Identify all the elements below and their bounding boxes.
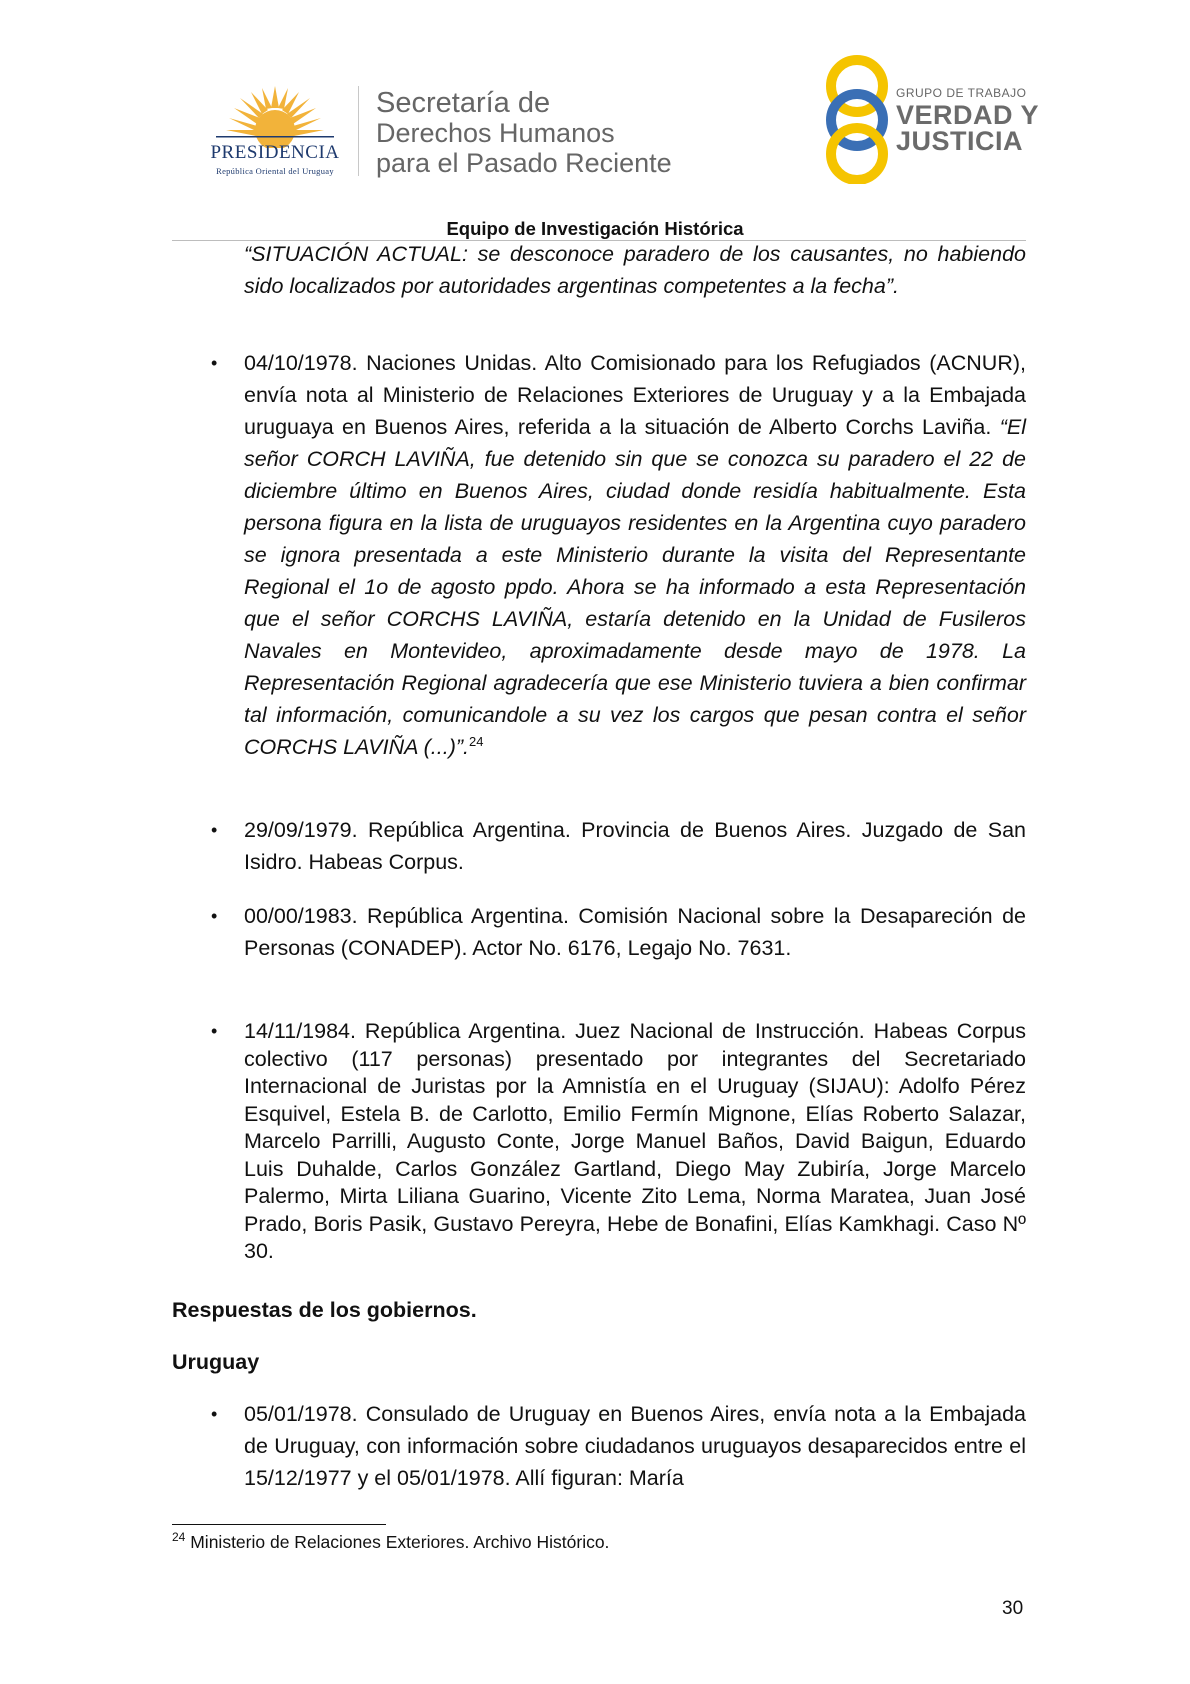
page-header — [0, 0, 1190, 240]
footnote-number: 24 — [172, 1530, 186, 1545]
item-text: 05/01/1978. Consulado de Uruguay en Buenos Aires, envía nota a la Embajada de Uruguay, con información sobre ciudadanos uruguayos desaparecidos entre el 15/12/1977 y el 05/01/1978. Allí figuran: María — [244, 1402, 1026, 1490]
secretaria-logo — [376, 88, 672, 178]
bullet: • — [211, 1404, 218, 1424]
bullet: • — [211, 820, 218, 840]
heading-respuestas: Respuestas de los gobiernos. — [172, 1298, 477, 1322]
quote-situacion-actual: “SITUACIÓN ACTUAL: se desconoce paradero de los causantes, no habiendo sido localizados por autoridades argentinas competentes a la fecha”. — [244, 242, 1026, 298]
presidencia-logo — [196, 78, 354, 178]
list-item-conadep — [211, 900, 1026, 964]
list-item-consulado — [211, 1398, 1026, 1494]
sun-of-may-icon — [196, 78, 354, 148]
justicia-line: JUSTICIA — [896, 126, 1024, 156]
list-item-habeas-colectivo — [211, 1018, 1026, 1266]
item-text: 00/00/1983. República Argentina. Comisión Nacional sobre la Desapareción de Personas (CONADEP). Actor No. 6176, Legajo No. 7631. — [244, 904, 1026, 960]
bullet: • — [211, 1021, 218, 1041]
presidencia-subtitle: República Oriental del Uruguay — [216, 166, 334, 176]
team-title: Equipo de Investigación Histórica — [446, 218, 744, 239]
linked-rings-icon — [820, 54, 894, 184]
item-quote: “El señor CORCH LAVIÑA, fue detenido sin que se conozca su paradero el 22 de diciembre último en Buenos Aires, ciudad donde residía habitualmente. Esta persona figura en la lista de uruguayos residentes en la Argentina cuyo paradero se ignora presentada a este Ministerio durante la visita del Representante Regional el 1o de agosto ppdo. Ahora se ha informado a esta Representación que el señor CORCHS LAVIÑA, estaría detenido en la Unidad de Fusileros Navales en Montevideo, aproximadamente desde mayo de 1978. La Representación Regional agradecería que ese Ministerio tuviera a bien confirmar tal información, comunicandole a su vez los cargos que pesan contra el señor CORCHS LAVIÑA (...)”. — [244, 415, 1026, 759]
page-number: 30 — [1002, 1598, 1024, 1619]
item-text: 14/11/1984. República Argentina. Juez Nacional de Instrucción. Habeas Corpus colectivo (117 personas) presentado por integrantes del Secretariado Internacional de Juristas por la Amnistía en el Uruguay (SIJAU): Adolfo Pérez Esquivel, Estela B. de Carlotto, Emilio Fermín Mignone, Elías Roberto Salazar, Marcelo Parrilli, Augusto Conte, Jorge Manuel Baños, David Baigun, Eduardo Luis Duhalde, Carlos González Gartland, Diego May Zubiría, Jorge Marcelo Palermo, Mirta Liliana Guarino, Vicente Zito Lema, Norma Maratea, Juan José Prado, Boris Pasik, Gustavo Pereyra, Hebe de Bonafini, Elías Kamkhagi. Caso Nº 30. — [244, 1019, 1026, 1263]
footnote-ref: 24 — [468, 733, 484, 749]
item-text: 29/09/1979. República Argentina. Provincia de Buenos Aires. Juzgado de San Isidro. Habeas Corpus. — [244, 818, 1026, 874]
secretaria-line3: para el Pasado Reciente — [376, 148, 672, 178]
verdad-justicia-logo — [820, 54, 1040, 184]
footnote-text: Ministerio de Relaciones Exteriores. Archivo Histórico. — [190, 1532, 610, 1552]
bullet: • — [211, 906, 218, 926]
verdad-line: VERDAD Y — [896, 100, 1040, 130]
footnote — [172, 1532, 609, 1553]
list-item-san-isidro — [211, 814, 1026, 878]
presidencia-name: PRESIDENCIA — [210, 142, 340, 163]
bullet: • — [211, 353, 218, 373]
verdad-justicia-title — [896, 102, 1039, 154]
heading-uruguay: Uruguay — [172, 1350, 260, 1374]
footnote-rule — [172, 1524, 386, 1525]
item-text: 04/10/1978. Naciones Unidas. Alto Comisionado para los Refugiados (ACNUR), envía nota al Ministerio de Relaciones Exteriores de Uruguay y a la Embajada uruguaya en Buenos Aires, referida a la situación de Alberto Corchs Laviña. — [244, 351, 1026, 439]
secretaria-line1: Secretaría de — [376, 87, 551, 119]
grupo-trabajo-label: GRUPO DE TRABAJO — [896, 86, 1027, 100]
logo-divider — [358, 86, 359, 176]
list-item-acnur — [211, 347, 1026, 763]
secretaria-line2: Derechos Humanos — [376, 118, 615, 148]
